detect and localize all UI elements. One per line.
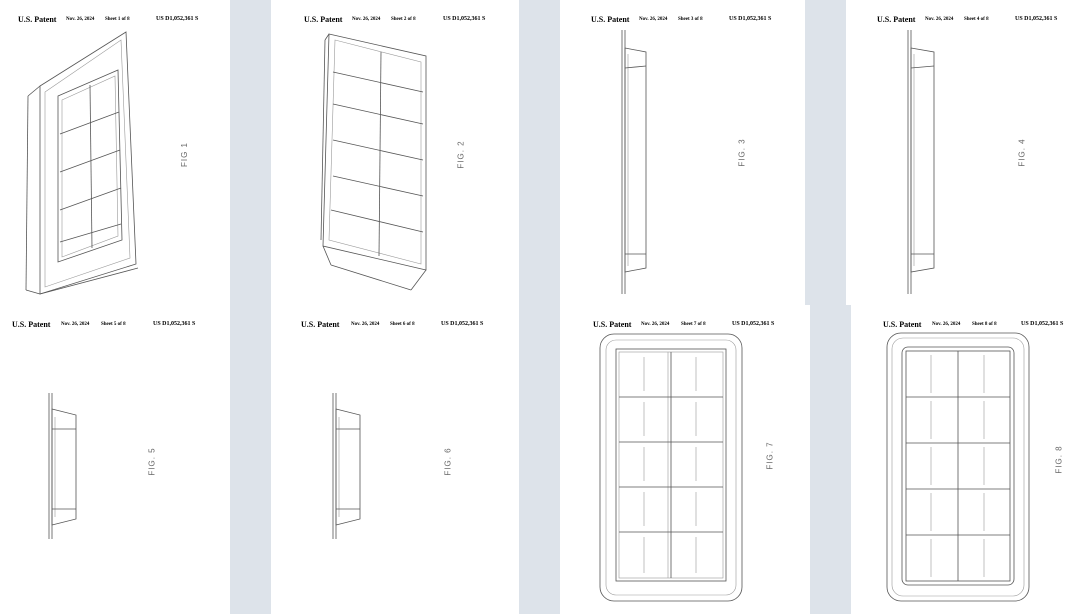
sheet-number: Sheet 5 of 8 xyxy=(101,322,126,327)
patent-date: Nov. 26, 2024 xyxy=(352,17,381,22)
fig5-tray-end-drawing xyxy=(0,305,230,614)
patent-sheet-8 xyxy=(851,305,1080,614)
patent-sheet-6 xyxy=(271,305,519,614)
patent-sheet-5 xyxy=(0,305,230,614)
sheet-number: Sheet 3 of 8 xyxy=(678,17,703,22)
patent-sheet-7 xyxy=(560,305,810,614)
patent-date: Nov. 26, 2024 xyxy=(932,322,961,327)
fig1-tray-perspective-drawing xyxy=(0,0,230,305)
sheet-number: Sheet 8 of 8 xyxy=(972,322,997,327)
fig2-tray-perspective-drawing xyxy=(271,0,519,305)
fig6-tray-end-drawing xyxy=(271,305,519,614)
patent-sheet-1 xyxy=(0,0,230,305)
patent-label: U.S. Patent xyxy=(12,320,51,329)
patent-label: U.S. Patent xyxy=(301,320,340,329)
fig4-tray-side-drawing xyxy=(846,0,1080,305)
patent-number: US D1,052,361 S xyxy=(1015,16,1058,22)
patent-number: US D1,052,361 S xyxy=(441,321,484,327)
patent-sheet-3 xyxy=(560,0,805,305)
sheet-number: Sheet 7 of 8 xyxy=(681,322,706,327)
patent-label: U.S. Patent xyxy=(877,15,916,24)
patent-number: US D1,052,361 S xyxy=(732,321,775,327)
figure-label: FIG. 7 xyxy=(765,441,775,470)
patent-number: US D1,052,361 S xyxy=(156,16,199,22)
patent-label: U.S. Patent xyxy=(18,15,57,24)
patent-number: US D1,052,361 S xyxy=(1021,321,1064,327)
figure-label: FIG. 6 xyxy=(443,447,453,476)
patent-date: Nov. 26, 2024 xyxy=(351,322,380,327)
figure-label: FIG 1 xyxy=(180,141,190,168)
figure-label: FIG. 3 xyxy=(737,138,747,167)
sheet-number: Sheet 6 of 8 xyxy=(390,322,415,327)
patent-label: U.S. Patent xyxy=(593,320,632,329)
patent-number: US D1,052,361 S xyxy=(729,16,772,22)
patent-label: U.S. Patent xyxy=(591,15,630,24)
patent-number: US D1,052,361 S xyxy=(153,321,196,327)
fig3-tray-side-drawing xyxy=(560,0,805,305)
sheet-number: Sheet 1 of 8 xyxy=(105,17,130,22)
patent-date: Nov. 26, 2024 xyxy=(925,17,954,22)
sheet-number: Sheet 2 of 8 xyxy=(391,17,416,22)
patent-date: Nov. 26, 2024 xyxy=(639,17,668,22)
patent-label: U.S. Patent xyxy=(883,320,922,329)
figure-label: FIG. 8 xyxy=(1054,445,1064,474)
sheet-number: Sheet 4 of 8 xyxy=(964,17,989,22)
patent-date: Nov. 26, 2024 xyxy=(66,17,95,22)
patent-number: US D1,052,361 S xyxy=(443,16,486,22)
figure-label: FIG. 4 xyxy=(1017,138,1027,167)
fig8-tray-bottom-view-drawing xyxy=(851,305,1080,614)
patent-label: U.S. Patent xyxy=(304,15,343,24)
patent-sheet-4 xyxy=(846,0,1080,305)
figure-label: FIG. 5 xyxy=(147,447,157,476)
figure-label: FIG. 2 xyxy=(456,140,466,169)
patent-date: Nov. 26, 2024 xyxy=(641,322,670,327)
patent-date: Nov. 26, 2024 xyxy=(61,322,90,327)
patent-sheet-2 xyxy=(271,0,519,305)
